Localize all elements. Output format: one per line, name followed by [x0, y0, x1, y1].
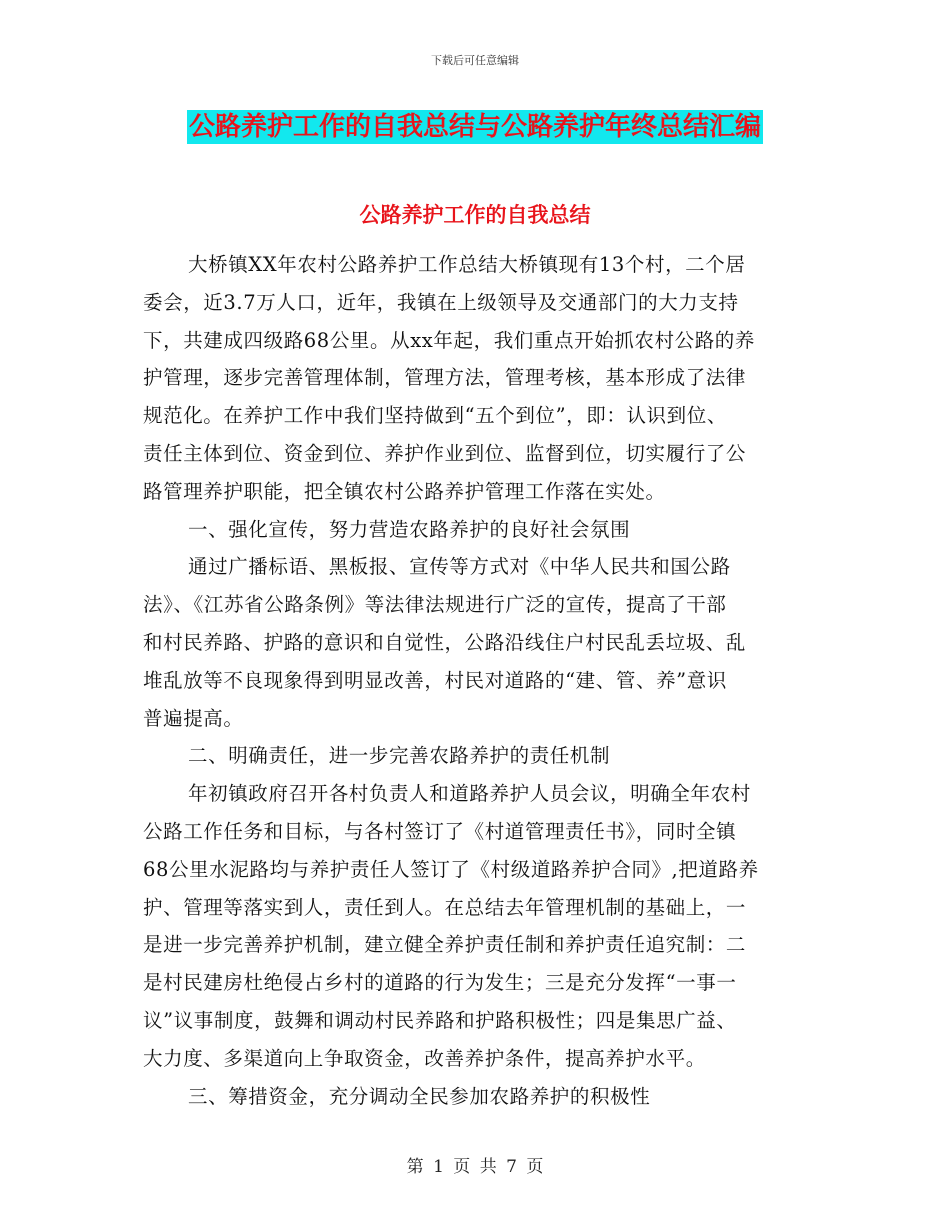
- paragraph-first-line: 二、明确责任，进一步完善农路养护的责任机制: [188, 744, 611, 768]
- paragraph-first-line: 年初镇政府召开各村负责人和道路养护人员会议，明确全年农村: [188, 782, 751, 806]
- paragraph-line: 是村民建房杜绝侵占乡村的道路的行为发生；三是充分发挥“一事一: [143, 971, 737, 995]
- paragraph-line: 堆乱放等不良现象得到明显改善，村民对道路的“建、管、养”意识: [143, 668, 727, 692]
- paragraph-first-line: 一、强化宣传，努力营造农路养护的良好社会氛围: [188, 517, 631, 541]
- section-title: 公路养护工作的自我总结: [359, 203, 591, 227]
- paragraph-line: 是进一步完善养护机制，建立健全养护责任制和养护责任追究制：二: [143, 933, 747, 957]
- paragraph-first-line: 三、筹措资金，充分调动全民参加农路养护的积极性: [188, 1084, 651, 1108]
- paragraph-line: 法》、《江苏省公路条例》等法律法规进行广泛的宣传，提高了干部: [143, 593, 727, 617]
- paragraph-line: 和村民养路、护路的意识和自觉性，公路沿线住户村民乱丢垃圾、乱: [143, 630, 747, 654]
- page-header-note: 下载后可任意编辑: [431, 54, 519, 67]
- paragraph-line: 大力度、多渠道向上争取资金，改善养护条件，提高养护水平。: [143, 1046, 706, 1070]
- paragraph-first-line: 通过广播标语、黑板报、宣传等方式对《中华人民共和国公路: [188, 555, 731, 579]
- paragraph-line: 护管理，逐步完善管理体制，管理方法，管理考核，基本形成了法律: [143, 366, 747, 390]
- paragraph-first-line: 大桥镇XX年农村公路养护工作总结大桥镇现有13个村，二个居: [188, 253, 746, 276]
- paragraph-line: 护、管理等落实到人，责任到人。在总结去年管理机制的基础上，一: [143, 895, 747, 919]
- paragraph-line: 议”议事制度，鼓舞和调动村民养路和护路积极性；四是集思广益、: [143, 1008, 737, 1032]
- paragraph-line: 委会，近3.7万人口，近年，我镇在上级领导及交通部门的大力支持: [143, 290, 739, 314]
- paragraph-line: 责任主体到位、资金到位、养护作业到位、监督到位，切实履行了公: [143, 441, 747, 465]
- paragraph-line: 规范化。在养护工作中我们坚持做到“五个到位”，即：认识到位、: [143, 404, 727, 428]
- paragraph-line: 公路工作任务和目标，与各村签订了《村道管理责任书》，同时全镇: [143, 819, 737, 843]
- paragraph-line: 68公里水泥路均与养护责任人签订了《村级道路养护合同》,把道路养: [143, 857, 759, 881]
- document-title: 公路养护工作的自我总结与公路养护年终总结汇编: [188, 112, 761, 142]
- page-number-footer: 第 1 页 共 7 页: [406, 1157, 544, 1177]
- document-title-block: [0, 110, 950, 144]
- paragraph-line: 普遍提高。: [143, 706, 244, 730]
- body-text: [143, 246, 811, 1115]
- paragraph-line: 路管理养护职能，把全镇农村公路养护管理工作落在实处。: [143, 479, 666, 503]
- paragraph-line: 下，共建成四级路68公里。从xx年起，我们重点开始抓农村公路的养: [143, 328, 756, 352]
